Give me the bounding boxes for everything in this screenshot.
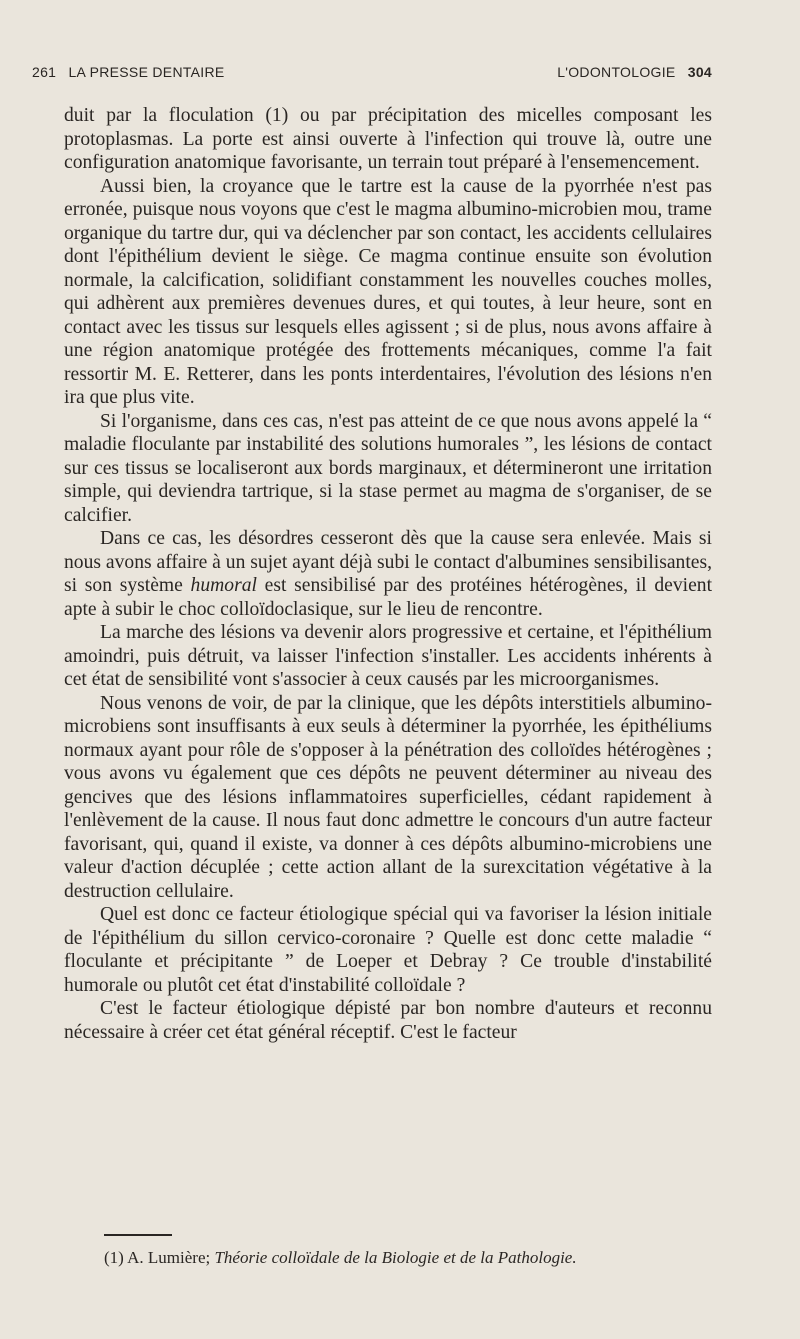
paragraph-4: [64, 527, 712, 621]
paragraph-1: duit par la floculation (1) ou par précipitation des micelles composant les protoplasmas. La porte est ainsi ouverte à l'infection qui trouve là, outre une configuration anatomique favorisante, un terrain tout préparé à l'ensemencement.: [64, 105, 712, 173]
article-body: [64, 104, 712, 1044]
journal-title-left: LA PRESSE DENTAIRE: [68, 64, 225, 80]
paragraph-5: La marche des lésions va devenir alors progressive et certaine, et l'épithélium amoindri, puis détruit, va laisser l'infection s'installer. Les accidents inhérents à cet état de sensibilité vont s'associer à ceux causés par les microorganismes.: [64, 622, 712, 690]
paragraph-2: Aussi bien, la croyance que le tartre est la cause de la pyorrhée n'est pas erronée, puisque nous voyons que c'est le magma albumino-microbien mou, trame organique du tartre dur, qui va déclencher par son contact, les accidents cellulaires dont l'épithélium devient le siège. Ce magma continue ensuite son évolution normale, la calcification, solidifiant constamment les nouvelles couches molles, qui adhèrent aux premières devenues dures, et qui toutes, à leur heure, sont en contact avec les tissus sur lesquels elles agissent ; si de plus, nous avons affaire à une région anatomique protégée des frottements mécaniques, comme l'a fait ressortir M. E. Retterer, dans les ponts interdentaires, l'évolution des lésions n'en ira que plus vite.: [64, 175, 712, 408]
header-left: [32, 64, 225, 80]
footnote-marker: (1) A. Lumière;: [104, 1248, 211, 1267]
paragraph-4-part-2: est sensibilisé par des protéines hétérogènes, il devient apte à subir le choc colloïdoclasique, sur le lieu de rencontre.: [64, 575, 713, 620]
footnote-rule: [104, 1234, 172, 1236]
left-page-number: 261: [32, 64, 57, 80]
paragraph-8: C'est le facteur étiologique dépisté par bon nombre d'auteurs et reconnu nécessaire à créer cet état général réceptif. C'est le facteur: [64, 998, 712, 1043]
footnote-title: Théorie colloïdale de la Biologie et de la Pathologie.: [214, 1248, 577, 1267]
right-page-number: 304: [687, 64, 712, 80]
journal-title-right: L'ODONTOLOGIE: [557, 64, 676, 80]
paragraph-4-part-1: Dans ce cas, les désordres cesseront dès que la cause sera enlevée. Mais si nous avons affaire à un sujet ayant déjà subi le contact d'albumines sensibilisantes, si son système: [64, 528, 712, 596]
paragraph-7: Quel est donc ce facteur étiologique spécial qui va favoriser la lésion initiale de l'épithélium du sillon cervico-coronaire ? Quelle est donc cette maladie “ floculante et précipitante ” de Loeper et Debray ? Ce trouble d'instabilité humorale ou plutôt cet état d'instabilité colloïdale ?: [64, 904, 712, 996]
header-right: [557, 64, 712, 80]
footnote: [104, 1247, 714, 1269]
paragraph-4-emphasis: humoral: [190, 575, 257, 596]
paragraph-6: Nous venons de voir, de par la clinique, que les dépôts interstitiels albumino-microbiens sont insuffisants à eux seuls à déterminer la pyorrhée, les épithéliums normaux ayant pour rôle de s'opposer à la pénétration des colloïdes hétérogènes ; vous avons vu également que ces dépôts ne peuvent déterminer au niveau des gencives que des lésions inflammatoires superficielles, cédant rapidement à l'enlèvement de la cause. Il nous faut donc admettre le concours d'un autre facteur favorisant, qui, quand il existe, va donner à ces dépôts albumino-microbiens une valeur d'action décuplée ; cette action allant de la surexcitation végétative à la destruction cellulaire.: [64, 692, 712, 902]
paragraph-3: Si l'organisme, dans ces cas, n'est pas atteint de ce que nous avons appelé la “ maladie floculante par instabilité des solutions humorales ”, les lésions de contact sur ces tissus se localiseront aux bords marginaux, et détermineront une irritation simple, qui deviendra tartrique, si la stase permet au magma de s'organiser, de se calcifier.: [64, 410, 712, 526]
